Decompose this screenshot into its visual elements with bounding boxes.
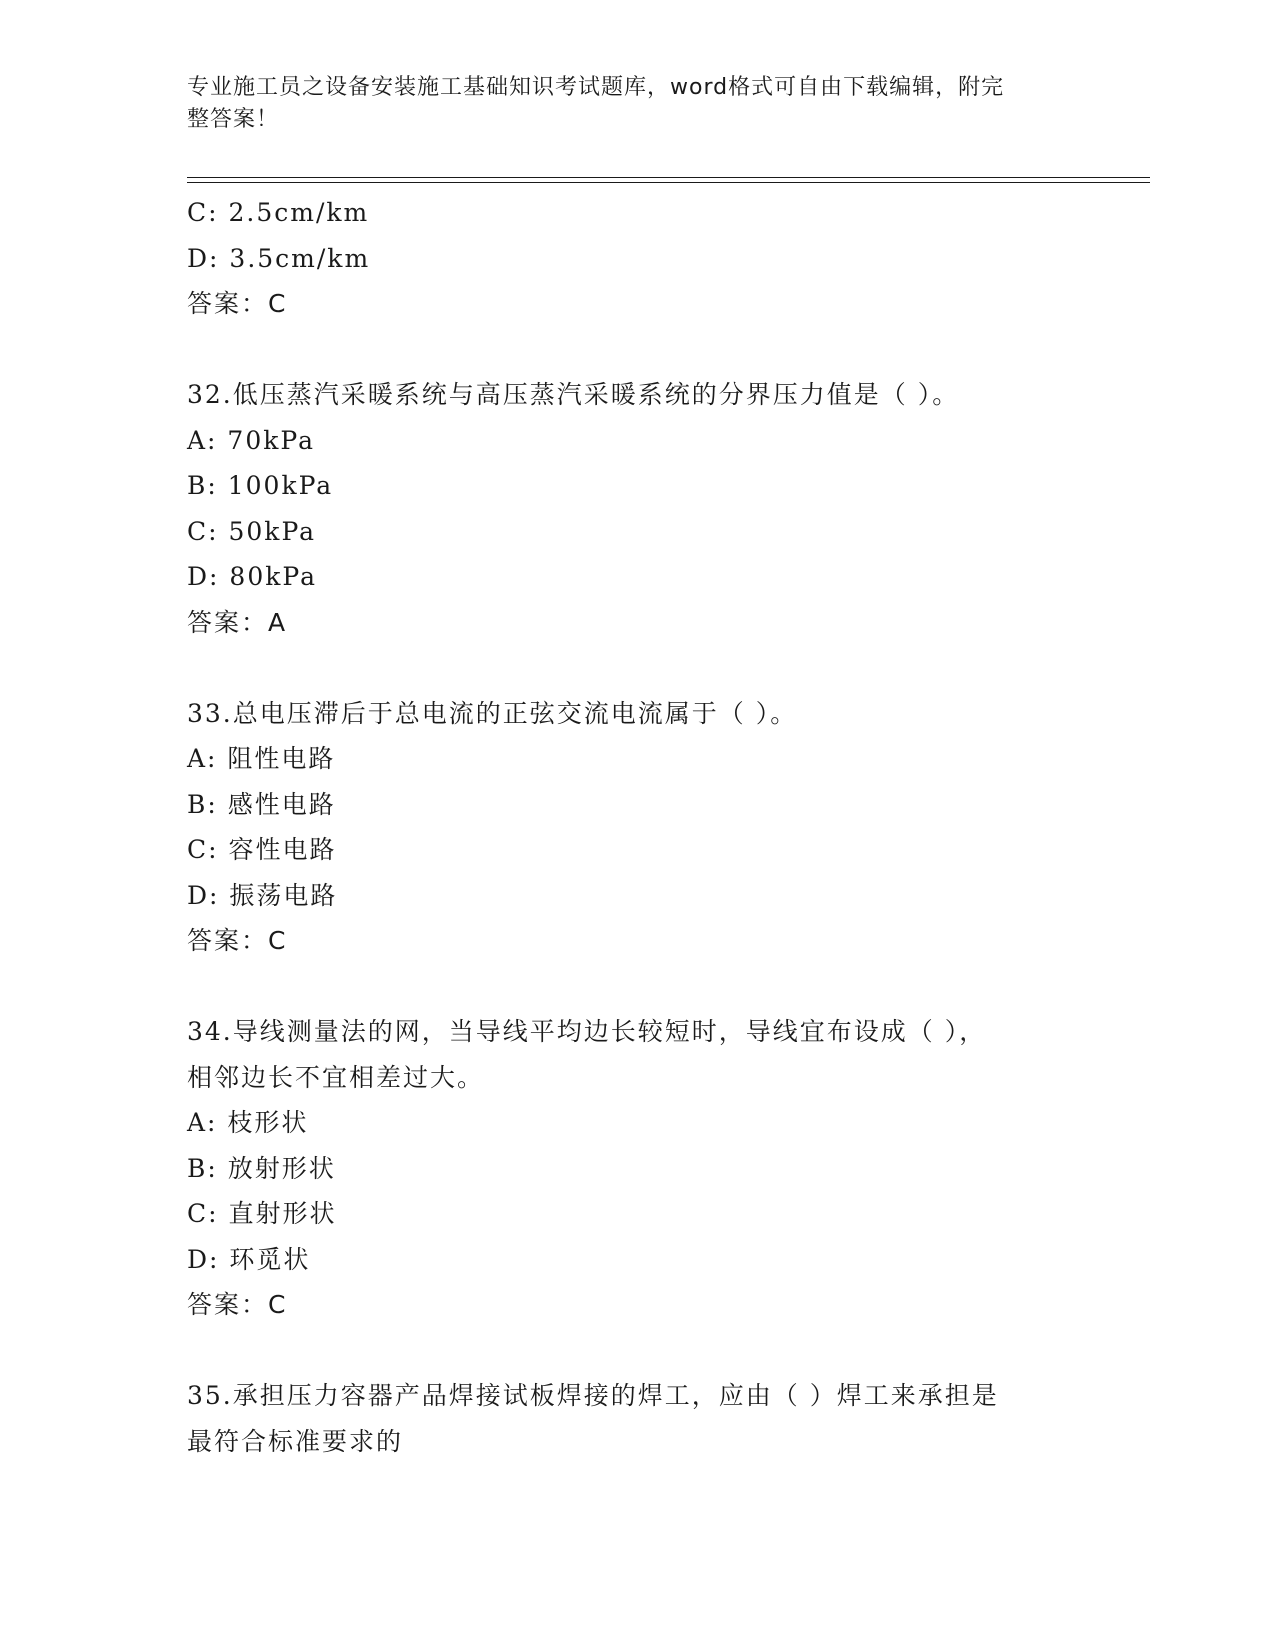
option-line: C: 容性电路 xyxy=(187,835,337,864)
option-line: D: 环觅状 xyxy=(187,1244,311,1274)
answer-line: 答案：A xyxy=(187,607,288,637)
question-block xyxy=(187,372,1117,645)
question-text: 35.承担压力容器产品焊接试板焊接的焊工，应由（ ）焊工来承担是 xyxy=(187,1381,999,1410)
question-block xyxy=(187,1009,1117,1328)
header-line-2: 整答案！ xyxy=(187,107,280,132)
option-line: C: 50kPa xyxy=(187,516,317,546)
answer-line: 答案：C xyxy=(187,926,288,955)
header-line-1: 专业施工员之设备安装施工基础知识考试题库，word格式可自由下载编辑，附完 xyxy=(187,75,1005,100)
option-line: A: 枝形状 xyxy=(187,1108,309,1137)
question-text: 34.导线测量法的网，当导线平均边长较短时，导线宜布设成（ ）， xyxy=(187,1017,987,1046)
header-divider-bottom xyxy=(187,182,1150,183)
header-divider-top xyxy=(187,177,1150,178)
option-line: A: 阻性电路 xyxy=(187,744,336,773)
question-block xyxy=(187,691,1117,964)
question-text: 32.低压蒸汽采暖系统与高压蒸汽采暖系统的分界压力值是（ ）。 xyxy=(187,380,960,409)
document-header xyxy=(187,72,1067,136)
option-line: D: 3.5cm/km xyxy=(187,243,371,273)
option-line: D: 80kPa xyxy=(187,562,317,591)
question-text-continued: 最符合标准要求的 xyxy=(187,1426,404,1456)
option-line: C: 直射形状 xyxy=(187,1199,337,1228)
question-text: 33.总电压滞后于总电流的正弦交流电流属于（ ）。 xyxy=(187,698,798,728)
question-block xyxy=(187,1373,1117,1464)
option-line: D: 振荡电路 xyxy=(187,880,338,910)
option-line: B: 100kPa xyxy=(187,471,334,500)
option-line: B: 感性电路 xyxy=(187,789,336,819)
answer-line: 答案：C xyxy=(187,289,288,318)
answer-line: 答案：C xyxy=(187,1290,288,1319)
option-line: C: 2.5cm/km xyxy=(187,198,370,227)
question-list xyxy=(187,190,1117,1464)
question-text-continued: 相邻边长不宜相差过大。 xyxy=(187,1062,485,1092)
option-line: A: 70kPa xyxy=(187,425,315,455)
option-line: B: 放射形状 xyxy=(187,1153,336,1183)
